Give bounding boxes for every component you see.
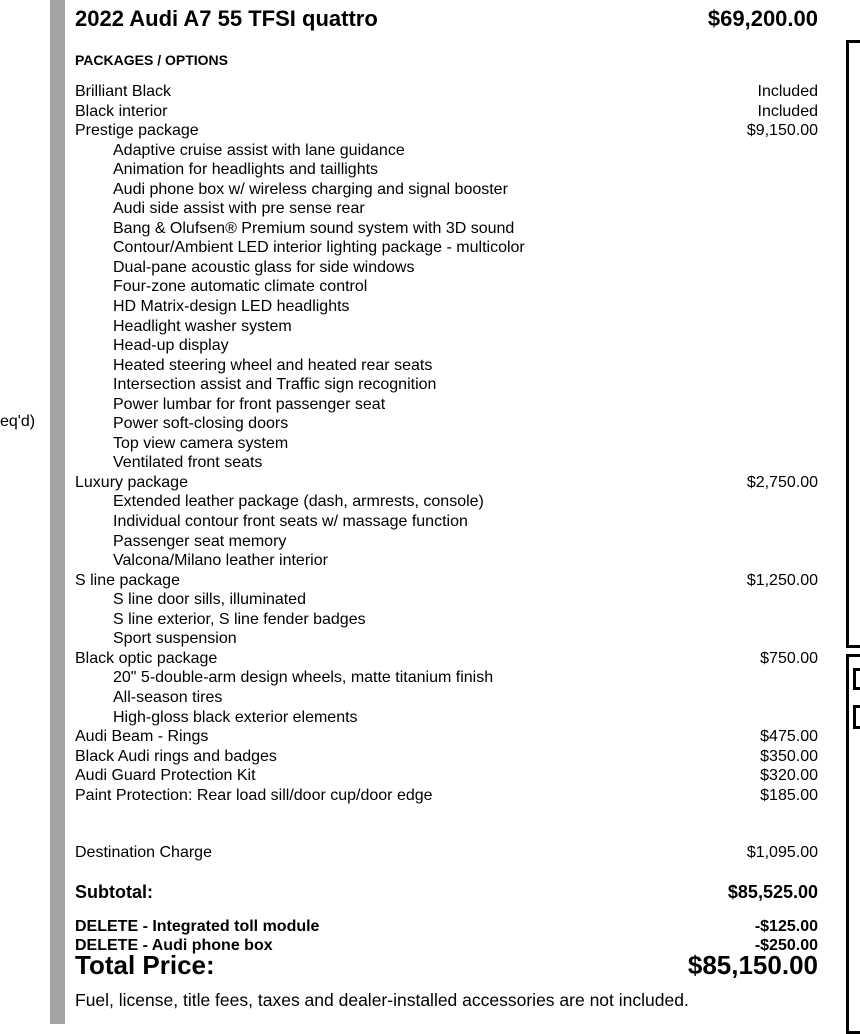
- option-price: $750.00: [760, 649, 818, 667]
- disclaimer-text: Fuel, license, title fees, taxes and dealer-installed accessories are not included.: [75, 990, 689, 1010]
- option-detail: Sport suspension: [113, 630, 237, 648]
- option-detail: S line door sills, illuminated: [113, 591, 306, 609]
- deletion-price: -$250.00: [754, 937, 818, 954]
- option-name: Black Audi rings and badges: [75, 747, 277, 765]
- option-detail: All-season tires: [113, 688, 223, 706]
- adjacent-document-frame: [846, 40, 860, 648]
- option-detail: Power soft-closing doors: [113, 415, 289, 433]
- option-price: $350.00: [760, 747, 818, 765]
- option-detail: Ventilated front seats: [113, 454, 263, 472]
- option-price: $9,150.00: [746, 122, 818, 140]
- option-row: [75, 766, 818, 786]
- margin-bar: [50, 0, 65, 1024]
- option-detail: Heated steering wheel and heated rear seats: [113, 356, 433, 374]
- deletion-label: DELETE - Integrated toll module: [75, 918, 320, 935]
- option-detail: High-gloss black exterior elements: [113, 708, 358, 726]
- destination-label: Destination Charge: [75, 844, 212, 861]
- option-detail: Valcona/Milano leather interior: [113, 552, 328, 570]
- subtotal-price: $85,525.00: [727, 882, 818, 902]
- option-name: Black optic package: [75, 649, 218, 667]
- options-list: [75, 82, 818, 805]
- total-row: [75, 950, 818, 981]
- option-row: [75, 727, 818, 747]
- option-detail: Audi side assist with pre sense rear: [113, 200, 365, 218]
- option-detail: Adaptive cruise assist with lane guidance: [113, 141, 405, 159]
- option-price: $1,250.00: [746, 571, 818, 589]
- total-label: Total Price:: [75, 950, 215, 980]
- option-detail: Contour/Ambient LED interior lighting package - multicolor: [113, 239, 525, 257]
- option-price: $185.00: [760, 786, 818, 804]
- section-heading: PACKAGES / OPTIONS: [75, 52, 228, 68]
- option-name: Audi Beam - Rings: [75, 728, 209, 746]
- subtotal-label: Subtotal:: [75, 882, 153, 902]
- option-row: [75, 102, 818, 122]
- destination-row: [75, 844, 818, 862]
- option-row: [75, 121, 818, 141]
- option-row: [75, 82, 818, 102]
- adjacent-document-tab: [853, 705, 860, 729]
- option-row: [75, 571, 818, 591]
- option-name: S line package: [75, 571, 180, 589]
- option-detail: Animation for headlights and taillights: [113, 161, 379, 179]
- option-price: $2,750.00: [746, 473, 818, 491]
- option-detail: Power lumbar for front passenger seat: [113, 395, 386, 413]
- option-price: Included: [757, 102, 818, 120]
- option-detail: Four-zone automatic climate control: [113, 278, 368, 296]
- option-row: [75, 786, 818, 806]
- option-detail: Passenger seat memory: [113, 532, 287, 550]
- option-row: [75, 649, 818, 669]
- cropped-text-fragment: eq'd): [0, 413, 36, 430]
- option-detail: Dual-pane acoustic glass for side windows: [113, 258, 415, 276]
- option-name: Brilliant Black: [75, 83, 172, 100]
- option-detail: Headlight washer system: [113, 317, 292, 335]
- option-detail: HD Matrix-design LED headlights: [113, 298, 350, 316]
- option-detail: S line exterior, S line fender badges: [113, 610, 366, 628]
- option-detail: Top view camera system: [113, 434, 289, 452]
- total-price: $85,150.00: [687, 950, 818, 980]
- option-price: $475.00: [760, 728, 818, 746]
- title-row: [75, 6, 818, 32]
- option-detail: Bang & Olufsen® Premium sound system with 3D sound: [113, 219, 515, 237]
- option-price: Included: [757, 83, 818, 100]
- option-detail: Audi phone box w/ wireless charging and signal booster: [113, 180, 508, 198]
- option-row: [75, 747, 818, 767]
- vehicle-title: 2022 Audi A7 55 TFSI quattro: [75, 6, 378, 31]
- option-detail: Extended leather package (dash, armrests, console): [113, 493, 484, 511]
- option-name: Prestige package: [75, 122, 199, 140]
- option-name: Black interior: [75, 102, 168, 120]
- option-detail: 20" 5-double-arm design wheels, matte titanium finish: [113, 669, 494, 687]
- option-row: [75, 473, 818, 493]
- option-detail: Intersection assist and Traffic sign recognition: [113, 376, 437, 394]
- deletion-label: DELETE - Audi phone box: [75, 937, 273, 954]
- option-name: Paint Protection: Rear load sill/door cup/door edge: [75, 786, 433, 804]
- option-name: Audi Guard Protection Kit: [75, 767, 256, 785]
- destination-price: $1,095.00: [746, 844, 818, 861]
- base-price: $69,200.00: [707, 6, 818, 31]
- option-detail: Individual contour front seats w/ massage function: [113, 513, 468, 531]
- deletion-row: [75, 917, 818, 936]
- deletion-price: -$125.00: [754, 918, 818, 935]
- adjacent-document-tab: [853, 668, 860, 690]
- option-detail: Head-up display: [113, 337, 229, 355]
- subtotal-row: [75, 882, 818, 903]
- option-price: $320.00: [760, 767, 818, 785]
- option-name: Luxury package: [75, 473, 188, 491]
